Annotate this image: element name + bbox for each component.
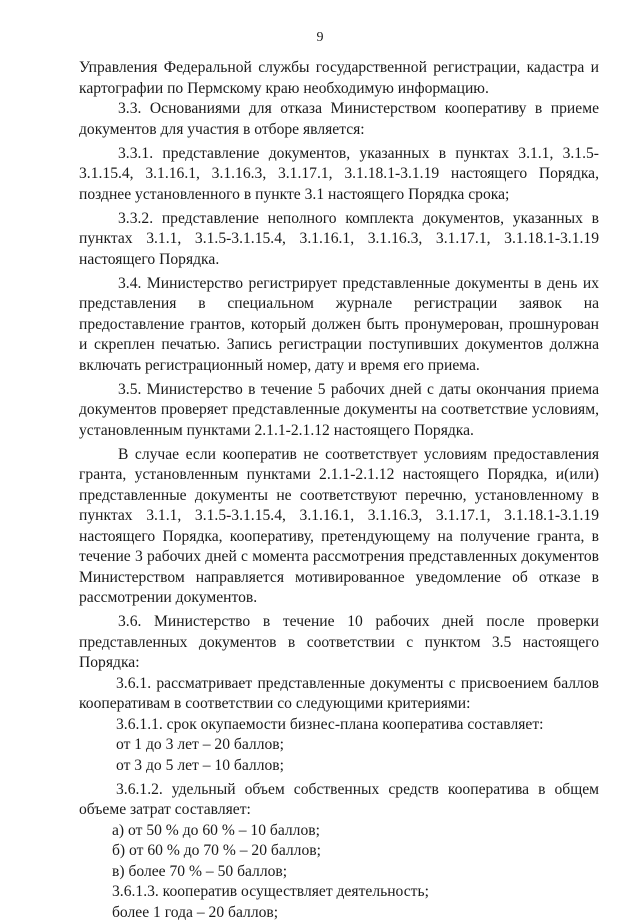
document-body bbox=[79, 58, 599, 923]
paragraph-3-6-1: 3.6.1. рассматривает представленные документы с присвоением баллов кооперативам в соответствии со следующими критериями: bbox=[79, 674, 599, 715]
paragraph-3-4: 3.4. Министерство регистрирует представленные документы в день их представления в специальном журнале регистрации заявок на предоставление грантов, который должен быть пронумерован, прошнурован и скреплен печатью. Запись регистрации поступивших документов должна включать регистрационный номер, дату и время его приема. bbox=[79, 274, 599, 377]
criterion-item: более 1 года – 20 баллов; bbox=[79, 903, 599, 923]
criterion-item: от 3 до 5 лет – 10 баллов; bbox=[79, 756, 599, 777]
criterion-item: от 1 до 3 лет – 20 баллов; bbox=[79, 735, 599, 756]
paragraph-3-5: 3.5. Министерство в течение 5 рабочих дней с даты окончания приема документов проверяет представленные документы на соответствие условиям, установленным пунктами 2.1.1-2.1.12 настоящего Порядка. bbox=[79, 380, 599, 442]
paragraph-3-6-1-2: 3.6.1.2. удельный объем собственных средств кооператива в общем объеме затрат составляет: bbox=[79, 780, 599, 821]
criterion-item: б) от 60 % до 70 % – 20 баллов; bbox=[79, 841, 599, 862]
paragraph-3-3-1: 3.3.1. представление документов, указанных в пунктах 3.1.1, 3.1.5-3.1.15.4, 3.1.16.1, 3.1.16.3, 3.1.17.1, 3.1.18.1-3.1.19 настоящего Порядка, позднее установленного в пункте 3.1 настоящего Порядка срока; bbox=[79, 144, 599, 206]
paragraph-3-6-1-1: 3.6.1.1. срок окупаемости бизнес-плана кооператива составляет: bbox=[79, 715, 599, 736]
paragraph-refusal-case: В случае если кооператив не соответствует условиям предоставления гранта, установленным пунктами 2.1.1-2.1.12 настоящего Порядка, и(или) представленные документы не соответствуют перечню, установленному в пунктах 3.1.1, 3.1.5-3.1.15.4, 3.1.16.1, 3.1.16.3, 3.1.17.1, 3.1.18.1-3.1.19 настоящего Порядка, кооперативу, претендующему на получение гранта, в течение 3 рабочих дней с момента рассмотрения представленных документов Министерством направляется мотивированное уведомление об отказе в рассмотрении документов. bbox=[79, 445, 599, 609]
criterion-item: а) от 50 % до 60 % – 10 баллов; bbox=[79, 821, 599, 842]
paragraph-continuation: Управления Федеральной службы государственной регистрации, кадастра и картографии по Пермскому краю необходимую информацию. bbox=[79, 58, 599, 99]
page-number: 9 bbox=[0, 30, 640, 46]
paragraph-3-3: 3.3. Основаниями для отказа Министерством кооперативу в приеме документов для участия в отборе является: bbox=[79, 99, 599, 140]
paragraph-3-6: 3.6. Министерство в течение 10 рабочих дней после проверки представленных документов в соответствии с пунктом 3.5 настоящего Порядка: bbox=[79, 612, 599, 674]
criterion-item: в) более 70 % – 50 баллов; bbox=[79, 862, 599, 883]
paragraph-3-3-2: 3.3.2. представление неполного комплекта документов, указанных в пунктах 3.1.1, 3.1.5-3.1.15.4, 3.1.16.1, 3.1.16.3, 3.1.17.1, 3.1.18.1-3.1.19 настоящего Порядка. bbox=[79, 209, 599, 271]
paragraph-3-6-1-3: 3.6.1.3. кооператив осуществляет деятельность; bbox=[79, 882, 599, 903]
